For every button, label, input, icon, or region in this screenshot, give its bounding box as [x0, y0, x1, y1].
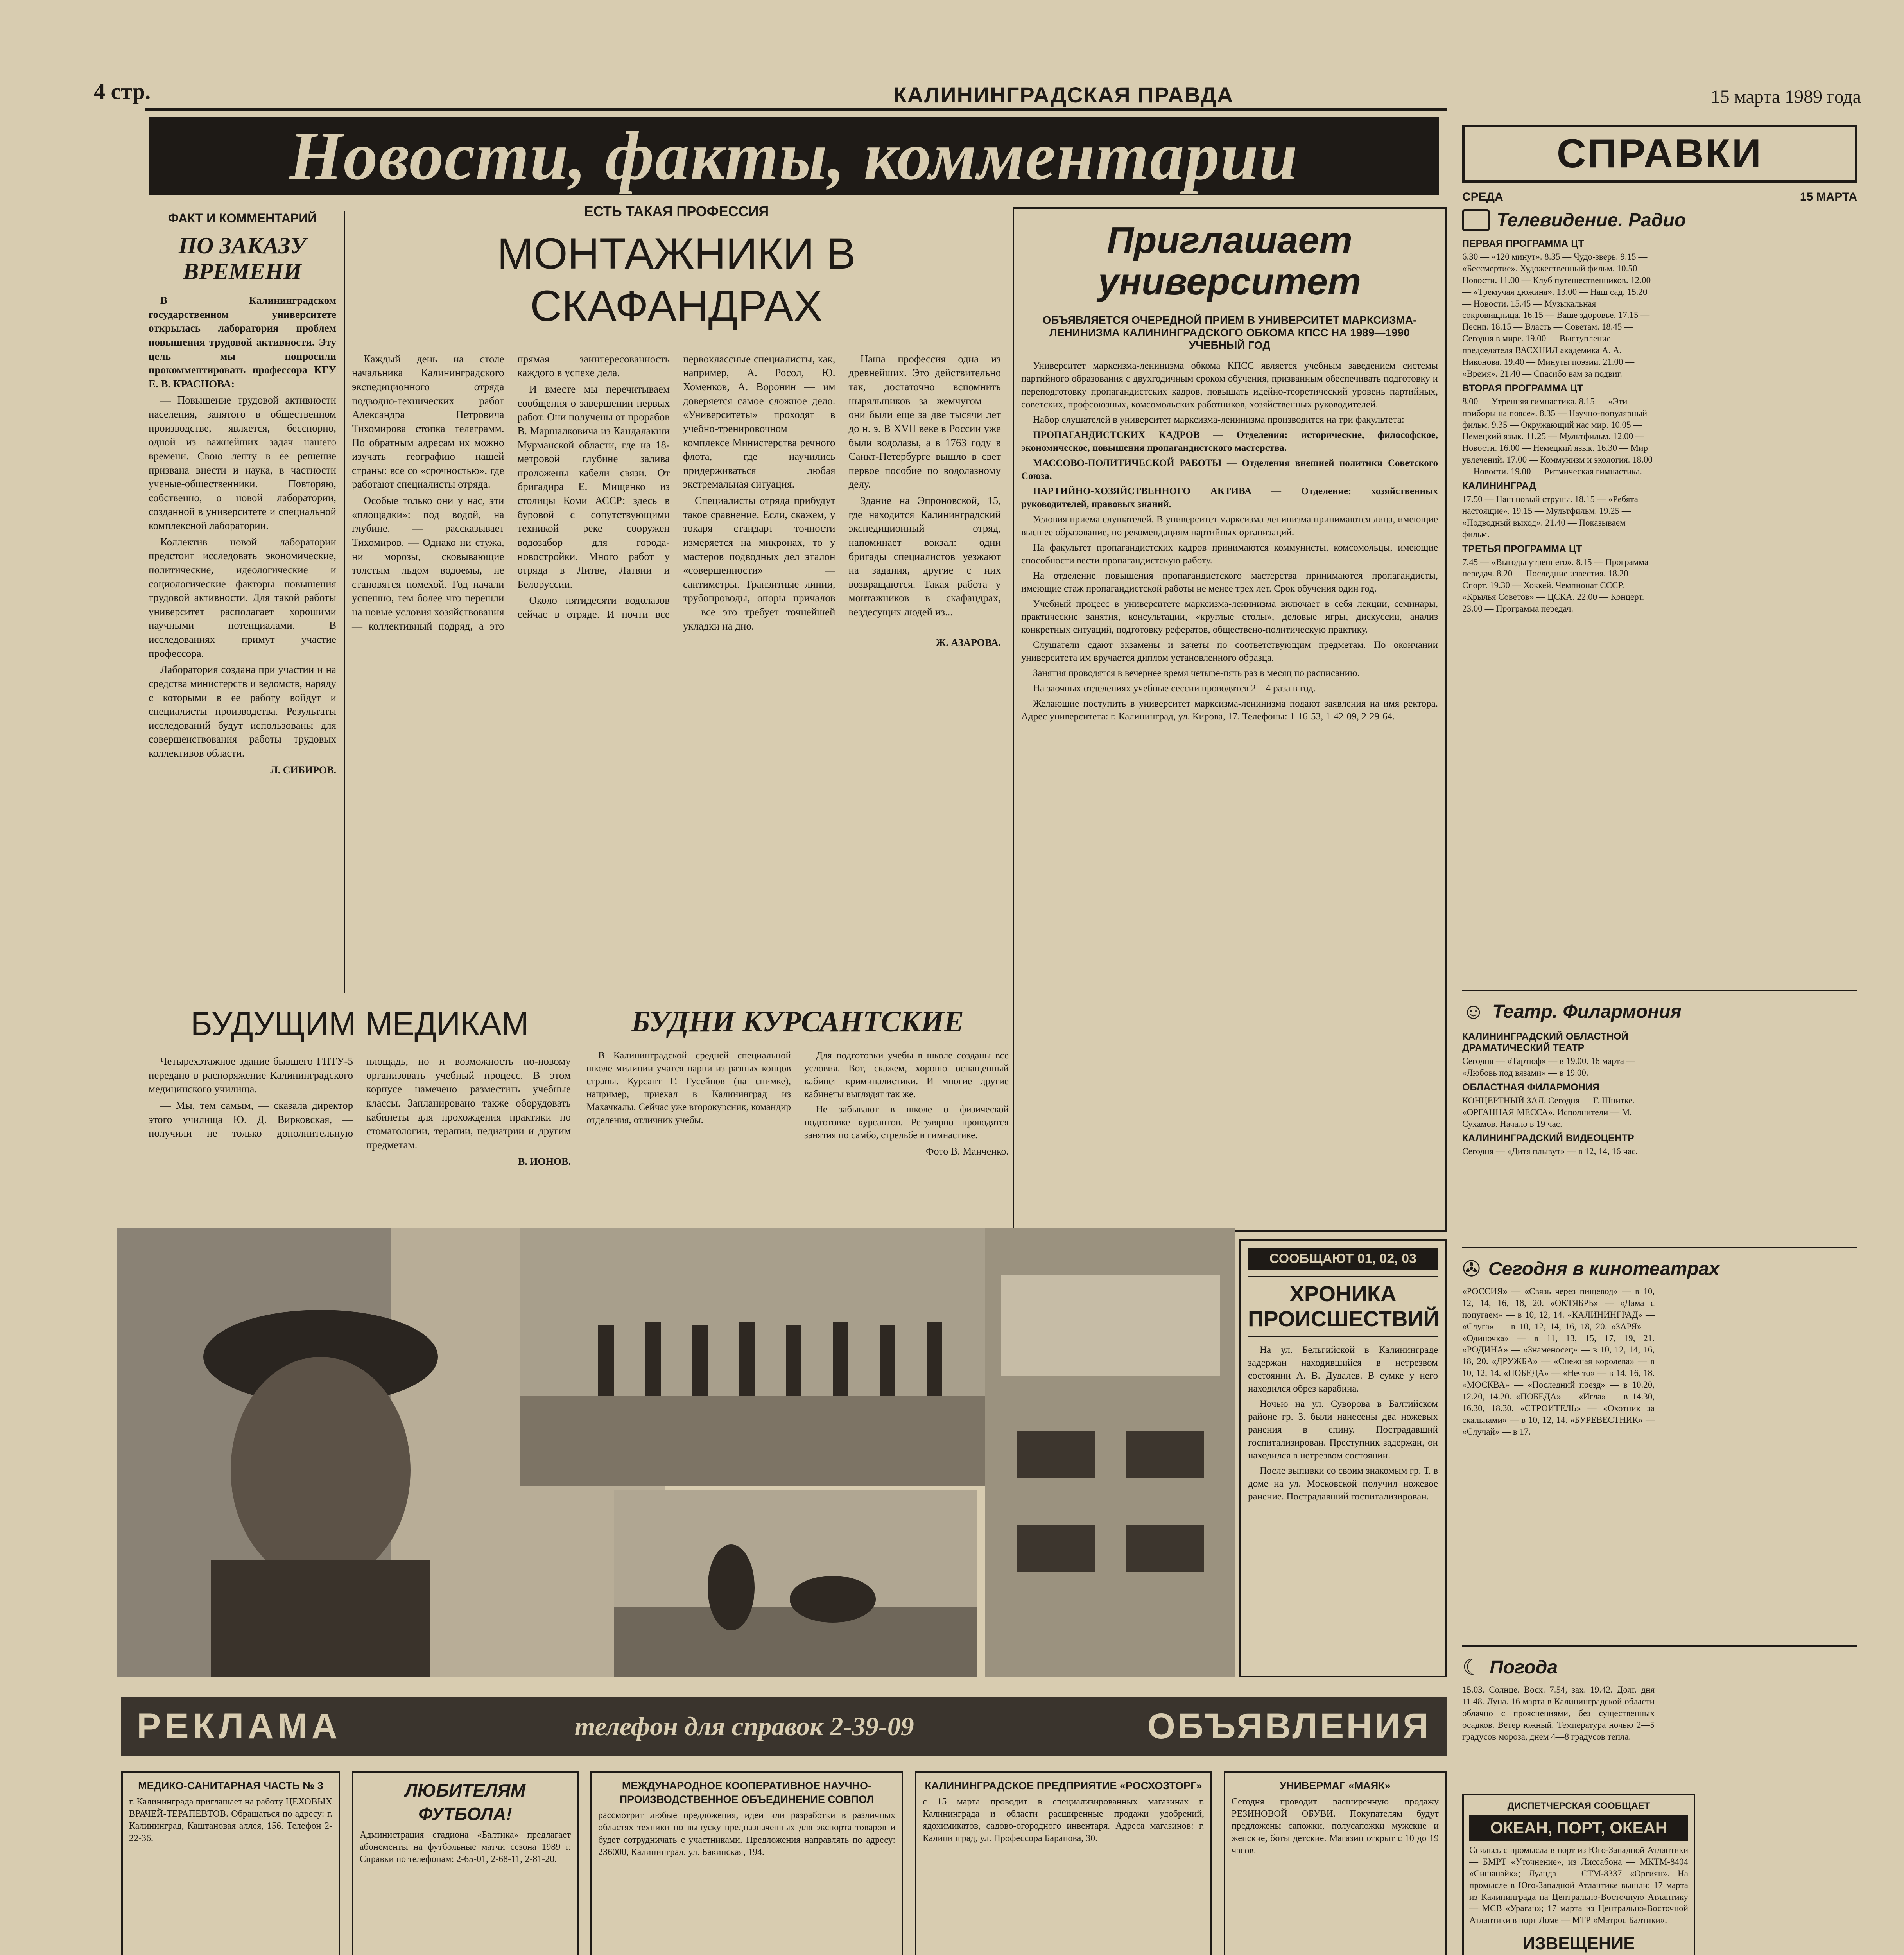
- port-box: [1462, 1794, 1695, 1955]
- venue-text: Сегодня — «Дитя плывут» — в 12, 14, 16 час.: [1462, 1146, 1638, 1157]
- port-title: ОКЕАН, ПОРТ, ОКЕАН: [1469, 1815, 1688, 1841]
- ad-body: Сегодня проводит расширенную продажу РЕЗИНОВОЙ ОБУВИ. Покупателям будут предложены сапожки, полусапожки мужские и женские, боты детские. Магазин открыт с 10 до 19 часов.: [1232, 1797, 1439, 1856]
- masthead-rule: [145, 108, 1447, 111]
- masthead: [94, 74, 1861, 117]
- article-kicker: ЕСТЬ ТАКАЯ ПРОФЕССИЯ: [584, 203, 769, 219]
- chronicle-header: СООБЩАЮТ 01, 02, 03: [1248, 1248, 1438, 1270]
- issue-date: 15 марта 1989 года: [1710, 86, 1861, 107]
- reference-sidebar: [1462, 125, 1857, 1955]
- paragraph: Учебный процесс в университете марксизма-ленинизма включает в себя лекции, семинары, практические занятия, консультации, «круглые столы», деловые игры, дискуссии, анализ конкретных ситуаций, подготовку рефератов, обществено-политическую практику.: [1021, 599, 1438, 635]
- venue-name: КАЛИНИНГРАДСКИЙ ВИДЕОЦЕНТР: [1462, 1133, 1634, 1144]
- page-number: 4 стр.: [94, 79, 151, 104]
- article-signature: В. ИОНОВ.: [518, 1156, 571, 1168]
- article-title: Приглашает университет: [1098, 219, 1361, 303]
- article-body: [1021, 359, 1438, 723]
- paragraph: — Повышение трудовой активности населения, занятого в общественном производстве, является, бесспорно, одной из важнейших задач нашего времени. Свою лепту в ее решение призвана внести и наука, в частности ученые-общественники. Повторяю, собственно, о новой лаборатории, созданной в университете и специальной комплексной лаборатории.: [149, 394, 336, 531]
- article-university: [1013, 207, 1447, 1232]
- paragraph: Не забывают в школе о физической подготовке курсантов. Регулярно проводятся занятия по самбо, стрельбе и гимнастике.: [804, 1104, 1009, 1141]
- theater-list: [1462, 1028, 1857, 1239]
- article-body: [149, 294, 336, 760]
- article-body: [149, 1055, 571, 1152]
- paragraph: Специалисты отряда прибудут такое сравнение. Если, скажем, у токаря стандарт точности измеряется на микронах, то у мастеров подводных дел эталон «совершенности» — сантиметры. Транзитные линии, трубопроводы, опоры причалов — все это требует точнейшей укладки на дно.: [683, 495, 835, 632]
- paragraph: Занятия проводятся в вечернее время четыре-пять раз в месяц по расписанию.: [1033, 668, 1360, 679]
- venue-text: Сегодня — «Тартюф» — в 19.00. 16 марта — «Любовь под вязами» — в 19.00.: [1462, 1056, 1635, 1078]
- paragraph: Четырехэтажное здание бывшего ГПТУ-5 передано в распоряжение Калининградского медицинского училища.: [149, 1055, 353, 1095]
- notice-title: ИЗВЕЩЕНИЕ: [1522, 1934, 1635, 1953]
- paragraph: Слушатели сдают экзамены и зачеты по соответствующим предметам. По окончании университета им вручается диплом установленного образца.: [1021, 640, 1438, 664]
- cadets-drill-photo: [520, 1228, 989, 1486]
- ad-body: Администрация стадиона «Балтика» предлагает абонементы на футбольные матчи сезона 1989 г. Справки по телефонам: 2-65-01, 2-68-11, 2-81-20.: [360, 1829, 571, 1864]
- venue-name: КАЛИНИНГРАДСКИЙ ОБЛАСТНОЙ ДРАМАТИЧЕСКИЙ ТЕАТР: [1462, 1031, 1628, 1053]
- ad-body: с 15 марта проводит в специализированных магазинах г. Калининграда и области расширенные продажи удобрений, ядохимикатов, садово-огородного инвентаря. Адреса магазинов: г. Калининград, ул. Профессора Баранова, 30.: [923, 1797, 1204, 1844]
- paragraph: На отделение повышения пропагандистского мастерства принимаются пропагандисты, имеющие стаж пропагандистской работы не менее трех лет. Срок обучения один год.: [1021, 570, 1438, 594]
- ads-banner-phone: телефон для справок 2-39-09: [574, 1711, 914, 1741]
- article-title: ПО ЗАКАЗУ ВРЕМЕНИ: [178, 233, 307, 284]
- paragraph: ПАРТИЙНО-ХОЗЯЙСТВЕННОГО АКТИВА — Отделение: хозяйственных руководителей, правовых знаний.: [1021, 486, 1438, 510]
- paragraph: На факультет пропагандистских кадров принимаются коммунисты, комсомольцы, имеющие способности вести пропагандистскую работу.: [1021, 542, 1438, 566]
- paragraph: Ночью на ул. Суворова в Балтийском районе гр. З. были нанесены два ножевых ранения в спину. Пострадавший госпитализирован. Преступник задержан, он находился в нетрезвом состоянии.: [1248, 1398, 1438, 1461]
- paragraph: МАССОВО-ПОЛИТИЧЕСКОЙ РАБОТЫ — Отделения внешней политики Советского Союза.: [1021, 458, 1438, 482]
- paragraph: ПРОПАГАНДИСТСКИХ КАДРОВ — Отделения: исторические, философское, экономическое, повышения пропагандистского мастерства.: [1021, 430, 1438, 454]
- ad-body: рассмотрит любые предложения, идеи или разработки в различных областях техники по выпуску предназначенных для экспорта товаров и будет сотрудничать с участниками. Предложения направлять по адресу: 236000, Калининград, ул. Бакинская, 194.: [598, 1810, 895, 1857]
- chronicle-body: [1248, 1343, 1438, 1503]
- ad-title: КАЛИНИНГРАДСКОЕ ПРЕДПРИЯТИЕ «РОСХОЗТОРГ»: [925, 1780, 1202, 1792]
- ad-title: ЛЮБИТЕЛЯМ ФУТБОЛА!: [405, 1780, 525, 1824]
- article-signature: Л. СИБИРОВ.: [270, 764, 336, 776]
- paragraph: Условия приема слушателей. В университет марксизма-ленинизма принимаются лица, имеющие высшее образование, по рекомендациям партийных организаций.: [1021, 514, 1438, 538]
- article-body: [586, 1049, 1009, 1142]
- film-reel-icon: ✇: [1462, 1257, 1481, 1281]
- self-defense-photo: [614, 1490, 977, 1677]
- article-divers: [352, 203, 1001, 997]
- reference-date: 15 МАРТА: [1800, 190, 1857, 203]
- ad-football: [352, 1771, 579, 1955]
- sun-moon-icon: ☾: [1462, 1655, 1482, 1680]
- article-title: БУДНИ КУРСАНТСКИЕ: [631, 1005, 964, 1038]
- paragraph: Наша профессия одна из древнейших. Это действительно так, достаточно вспомнить ныряльщиков за жемчугом — они были еще за две тысячи лет до н. э. В XVII веке в России уже были водолазы, а в 1763 году в Санкт-Петербурге вышло в свет первое пособие по водолазному делу.: [848, 353, 1001, 490]
- ad-title: УНИВЕРМАГ «МАЯК»: [1280, 1780, 1391, 1792]
- venue-text: КОНЦЕРТНЫЙ ЗАЛ. Сегодня — Г. Шнитке. «ОРГАННАЯ МЕССА». Исполнители — М. Сухамов. Начало в 19 час.: [1462, 1095, 1635, 1129]
- ads-banner-right: ОБЪЯВЛЕНИЯ: [1147, 1706, 1431, 1746]
- article-medics: [149, 1005, 571, 1216]
- venue-name: ОБЛАСТНАЯ ФИЛАРМОНИЯ: [1462, 1082, 1600, 1093]
- article-body: [352, 352, 1001, 633]
- ads-banner-left: РЕКЛАМА: [137, 1706, 341, 1746]
- program-items: 7.45 — «Выгоды утреннего». 8.15 — Программа передач. 8.20 — Последние известия. 18.20 — Спорт. 19.30 — Хоккей. Чемпионат СССР. «Крылья Советов» — ЦСКА. 22.00 — Концерт. 23.00 — Программа передач.: [1462, 557, 1649, 614]
- training-image: [614, 1490, 977, 1677]
- paragraph: Университет марксизма-ленинизма обкома КПСС является учебным заведением системы партийного образования с двухгодичным сроком обучения, призванным обеспечивать подготовку и переподготовку пропагандистских кадров, повышать идейно-теоретический уровень партийных, советских, профсоюзных, комсомольских работников, хозяйственных руководителей.: [1021, 361, 1438, 410]
- ad-body: г. Калининграда приглашает на работу ЦЕХОВЫХ ВРАЧЕЙ-ТЕРАПЕВТОВ. Обращаться по адресу: г. Калининград, Каштановая аллея, 156. Телефон 2-22-36.: [129, 1797, 332, 1844]
- paragraph: В Калининградской средней специальной школе милиции учатся парни из разных концов страны. Курсант Г. Гусейнов (на снимке), например, приехал в Калининград из Махачкалы. Сейчас уже второкурсник, командир отделения, отличник учебы.: [586, 1050, 791, 1125]
- paragraph: На заочных отделениях учебные сессии проводятся 2—4 раза в год.: [1033, 683, 1316, 694]
- paragraph: Особые только они у нас, эти «площадки»: под водой, на глубине, — рассказывает Тихомиров. — Однако ни стужа, ни морозы, сковывающие толстым льдом водоемы, не становятся помехой. Год начали успешно, тем более что перешли на новые условия хозяйствования — коллективный подряд, а это прямая заинтересованность каждого в успехе дела.: [352, 353, 670, 632]
- paragraph: Желающие поступить в университет марксизма-ленинизма подают заявления на имя ректора. Адрес университета: г. Калининград, ул. Кирова, 17. Телефоны: 1-16-53, 1-42-09, 2-29-64.: [1021, 698, 1438, 722]
- program-items: 6.30 — «120 минут». 8.35 — Чудо-зверь. 9.15 — «Бессмертие». Художественный фильм. 10.50 — Новости. 11.00 — Клуб путешественников. 12.00 — «Тремучая дюжина». 13.00 — Наш сад. 15.20 — Новости. 15.45 — Музыкальная сокровищница. 16.15 — Ваше здоровье. 17.15 — Песни. 18.15 — Власть — Советам. 18.45 — Сегодня в мире. 19.00 — Выступление председателя ВАСХНИЛ академика А. А. Никонова. 19.40 — Минуты поэзии. 21.00 — «Время». 21.40 — Спасибо вам за подвиг.: [1462, 252, 1651, 378]
- article-subtitle: ОБЪЯВЛЯЕТСЯ ОЧЕРЕДНОЙ ПРИЕМ В УНИВЕРСИТЕТ МАРКСИЗМА-ЛЕНИНИЗМА КАЛИНИНГРАДСКОГО ОБКОМА КПСС НА 1989—1990 УЧЕБНЫЙ ГОД: [1042, 314, 1417, 352]
- weather-text: 15.03. Солнце. Восх. 7.54, зах. 19.42. Долг. дня 11.48. Луна. 16 марта в Калининградской области облачно с прояснениями, без существенных осадков. Ветер южный. Температура ночью 2—5 градусов мороза, днем 4—8 градусов тепла.: [1462, 1685, 1655, 1742]
- tv-programs: [1462, 235, 1857, 978]
- article-signature: Ж. АЗАРОВА.: [936, 637, 1001, 649]
- section-title: Новости, факты, комментарии: [289, 118, 1298, 194]
- chronicle-title: ХРОНИКА ПРОИСШЕСТВИЙ: [1248, 1276, 1438, 1337]
- ad-title: МЕЖДУНАРОДНОЕ КООПЕРАТИВНОЕ НАУЧНО-ПРОИЗВОДСТВЕННОЕ ОБЪЕДИНЕНИЕ СОВПОЛ: [619, 1780, 874, 1806]
- paper-name: КАЛИНИНГРАДСКАЯ ПРАВДА: [893, 83, 1234, 107]
- paragraph: Набор слушателей в университет марксизма-ленинизма производится на три факультета:: [1033, 414, 1404, 425]
- program-name: ТРЕТЬЯ ПРОГРАММА ЦТ: [1462, 543, 1582, 554]
- paragraph: После выпивки со своим знакомым гр. Т. в доме на ул. Московской получил ножевое ранение. Пострадавший госпитализирован.: [1248, 1465, 1438, 1502]
- tv-section-title: Телевидение. Радио: [1497, 210, 1686, 231]
- article-title: БУДУЩИМ МЕДИКАМ: [190, 1005, 529, 1042]
- paragraph: — Мы, тем самым, — сказала директор этого училища Ю. Д. Вирковская, — получили не только дополнительную площадь, но и возможность по-новому организовать учебный процесс. В этом корпусе намечено разместить учебные классы. Запланировано также оборудовать кабинеты для прохождения практики по стоматологии, терапии, педиатрии и другим предметам.: [149, 1055, 571, 1151]
- ad-sovpol: [590, 1771, 903, 1955]
- program-items: 8.00 — Утренняя гимнастика. 8.15 — «Эти приборы на поясе». 8.35 — Научно-популярный фильм. 9.35 — Окружающий нас мир. 10.05 — Немецкий язык. 11.25 — Мультфильм. 12.00 — Новости. 16.00 — Немецкий язык. 16.30 — Мир увлечений. 17.00 — Коммунизм и экология. 18.00 — Новости. 19.00 — Ритмическая гимнастика.: [1462, 396, 1653, 477]
- paragraph: Для подготовки учебы в школе созданы все условия. Вот, скажем, хорошо оснащенный кабинет криминалистики. И многие другие кабинеты выглядят так же.: [804, 1050, 1009, 1099]
- paragraph: Каждый день на столе начальника Калининградского экспедиционного отряда подводно-технических работ Александра Петровича Тихомирова стопка телеграмм. По обратным адресам их можно изучать географию нашей страны: все со «срочностью», где работают специалисты отряда.: [352, 353, 504, 490]
- notice-text: [1469, 1953, 1688, 1955]
- article-time: [149, 211, 336, 993]
- paragraph: Здание на Эпроновской, 15, где находится Калининградский экспедиционный отряд, напоминает вокзал: одни бригады специалистов уезжают на задания, другие с них возвращаются. Такая работа у монтажников в скафандрах, вездесущих людей из...: [848, 495, 1001, 618]
- port-text: Сняльсь с промысла в порт из Юго-Западной Атлантики — БМРТ «Уточнение», из Лиссабона — МКТМ-8404 «Сишанайк»; Луанда — СТМ-8337 «Оргиян». На промысле в Юго-Западной Атлантике вышли: 17 марта из Калининграда на Центрально-Восточную Атлантику — МСВ «Ураган»; 17 марта из Центрально-Восточной Атлантики в порт Ломе — МТР «Матрос Балтики».: [1469, 1845, 1688, 1925]
- classroom-photo: [985, 1228, 1235, 1677]
- article-cadets: [586, 1005, 1009, 1216]
- photo-credit: Фото В. Манченко.: [926, 1146, 1009, 1157]
- paragraph: Около пятидесяти водолазов сейчас в отряде. И почти все первоклассные специалисты, как, например, А. Росол, Ю. Хоменков, А. Воронин — им доверяется самое сложное дело. «Университеты» проходят в учебно-тренировочном комплексе Министерства речного флота, где научились придерживаться любая экстремальная ситуация.: [517, 353, 835, 621]
- cinema-list: «РОССИЯ» — «Связь через пищевод» — в 10, 12, 14, 16, 18, 20. «ОКТЯБРЬ» — «Дама с попугаем» — в 10, 12, 14. «КАЛИНИНГРАД» — «Слуга» — в 10, 12, 14, 16, 18, 20. «ЗАРЯ» — «Одиночка» — в 11, 13, 15, 17, 19, 21. «РОДИНА» — «Знаменосец» — в 10, 12, 14, 16, 18, 20. «ДРУЖБА» — «Снежная королева» — в 10, 12, 14. «ПОБЕДА» — «Нечто» — в 14, 16, 18. «МОСКВА» — «Последний поезд» — в 10.20, 12.20, 14.20. «ПОБЕДА» — «Игла» — в 14.30, 16.30, 18.30. «СТРОИТЕЛЬ» — «Охотник за скальпами» — в 10, 12, 14. «БУРЕВЕСТНИК» — «Случай» — в 17.: [1462, 1286, 1655, 1437]
- tv-icon: [1462, 209, 1490, 231]
- program-name: ПЕРВАЯ ПРОГРАММА ЦТ: [1462, 238, 1584, 249]
- article-kicker: ФАКТ И КОММЕНТАРИЙ: [168, 211, 317, 225]
- theater-section-title: Театр. Филармония: [1492, 1001, 1682, 1022]
- cinema-section-title: Сегодня в кинотеатрах: [1488, 1259, 1719, 1279]
- ad-title: МЕДИКО-САНИТАРНАЯ ЧАСТЬ № 3: [138, 1780, 323, 1792]
- ad-mayak: [1224, 1771, 1447, 1955]
- port-kicker: ДИСПЕТЧЕРСКАЯ СООБЩАЕТ: [1507, 1801, 1650, 1811]
- ad-roskhoztorg: [915, 1771, 1212, 1955]
- paragraph: В Калининградском государственном университете открылась лаборатория проблем повышения трудовой активности. Эту цель мы попросили прокомментировать профессора КГУ Е. В. КРАСНОВА:: [149, 294, 336, 390]
- ad-med: [121, 1771, 340, 1955]
- paragraph: На ул. Бельгийской в Калининграде задержан находившийся в нетрезвом состоянии А. В. Дудалев. В сумке у него находился обрез карабина.: [1248, 1344, 1438, 1394]
- paragraph: И вместе мы перечитываем сообщения о завершении первых работ. Они получены от прорабов В. Маршалковича из Кандалакши Мурманской области, где на 18-метровой глубине залива проложены кабели связи. От бригадира Е. Мищенко из столицы Коми АССР: здесь в буровой с сопутствующими техникой реке сооружен водозабор для города-новостройки. Много работ у отряда в Литве, Латвии и Белоруссии.: [517, 383, 670, 590]
- program-name: ВТОРАЯ ПРОГРАММА ЦТ: [1462, 382, 1583, 394]
- theater-masks-icon: ☺: [1462, 999, 1485, 1024]
- program-name: КАЛИНИНГРАД: [1462, 481, 1536, 492]
- paragraph: Лаборатория создана при участии и на средства министерств и ведомств, наряду с которыми в ее работу войдут и специалисты производства. Результаты исследований будут использованы для совершенствования работы трудовых коллективов области.: [149, 664, 336, 759]
- program-items: 17.50 — Наш новый струны. 18.15 — «Ребята настоящие». 19.15 — Мультфильм. 19.25 — «Подводный выход». 21.40 — Показываем фильм.: [1462, 494, 1638, 539]
- paragraph: Коллектив новой лаборатории предстоит исследовать экономические, политические, идеологические и социологические факторы повышения трудовой активности. Для такой работы университет располагает хорошими научными потенциалами. В исследованиях примут участие профессора.: [149, 536, 336, 659]
- reference-title: СПРАВКИ: [1462, 125, 1857, 183]
- classroom-image: [985, 1228, 1235, 1677]
- weather-section-title: Погода: [1490, 1657, 1558, 1678]
- reference-weekday: СРЕДА: [1462, 190, 1503, 203]
- article-title: МОНТАЖНИКИ В СКАФАНДРАХ: [497, 229, 856, 331]
- crime-chronicle: [1239, 1239, 1447, 1677]
- ads-banner: [121, 1697, 1447, 1756]
- drill-image: [520, 1228, 989, 1486]
- column-rule: [344, 211, 345, 993]
